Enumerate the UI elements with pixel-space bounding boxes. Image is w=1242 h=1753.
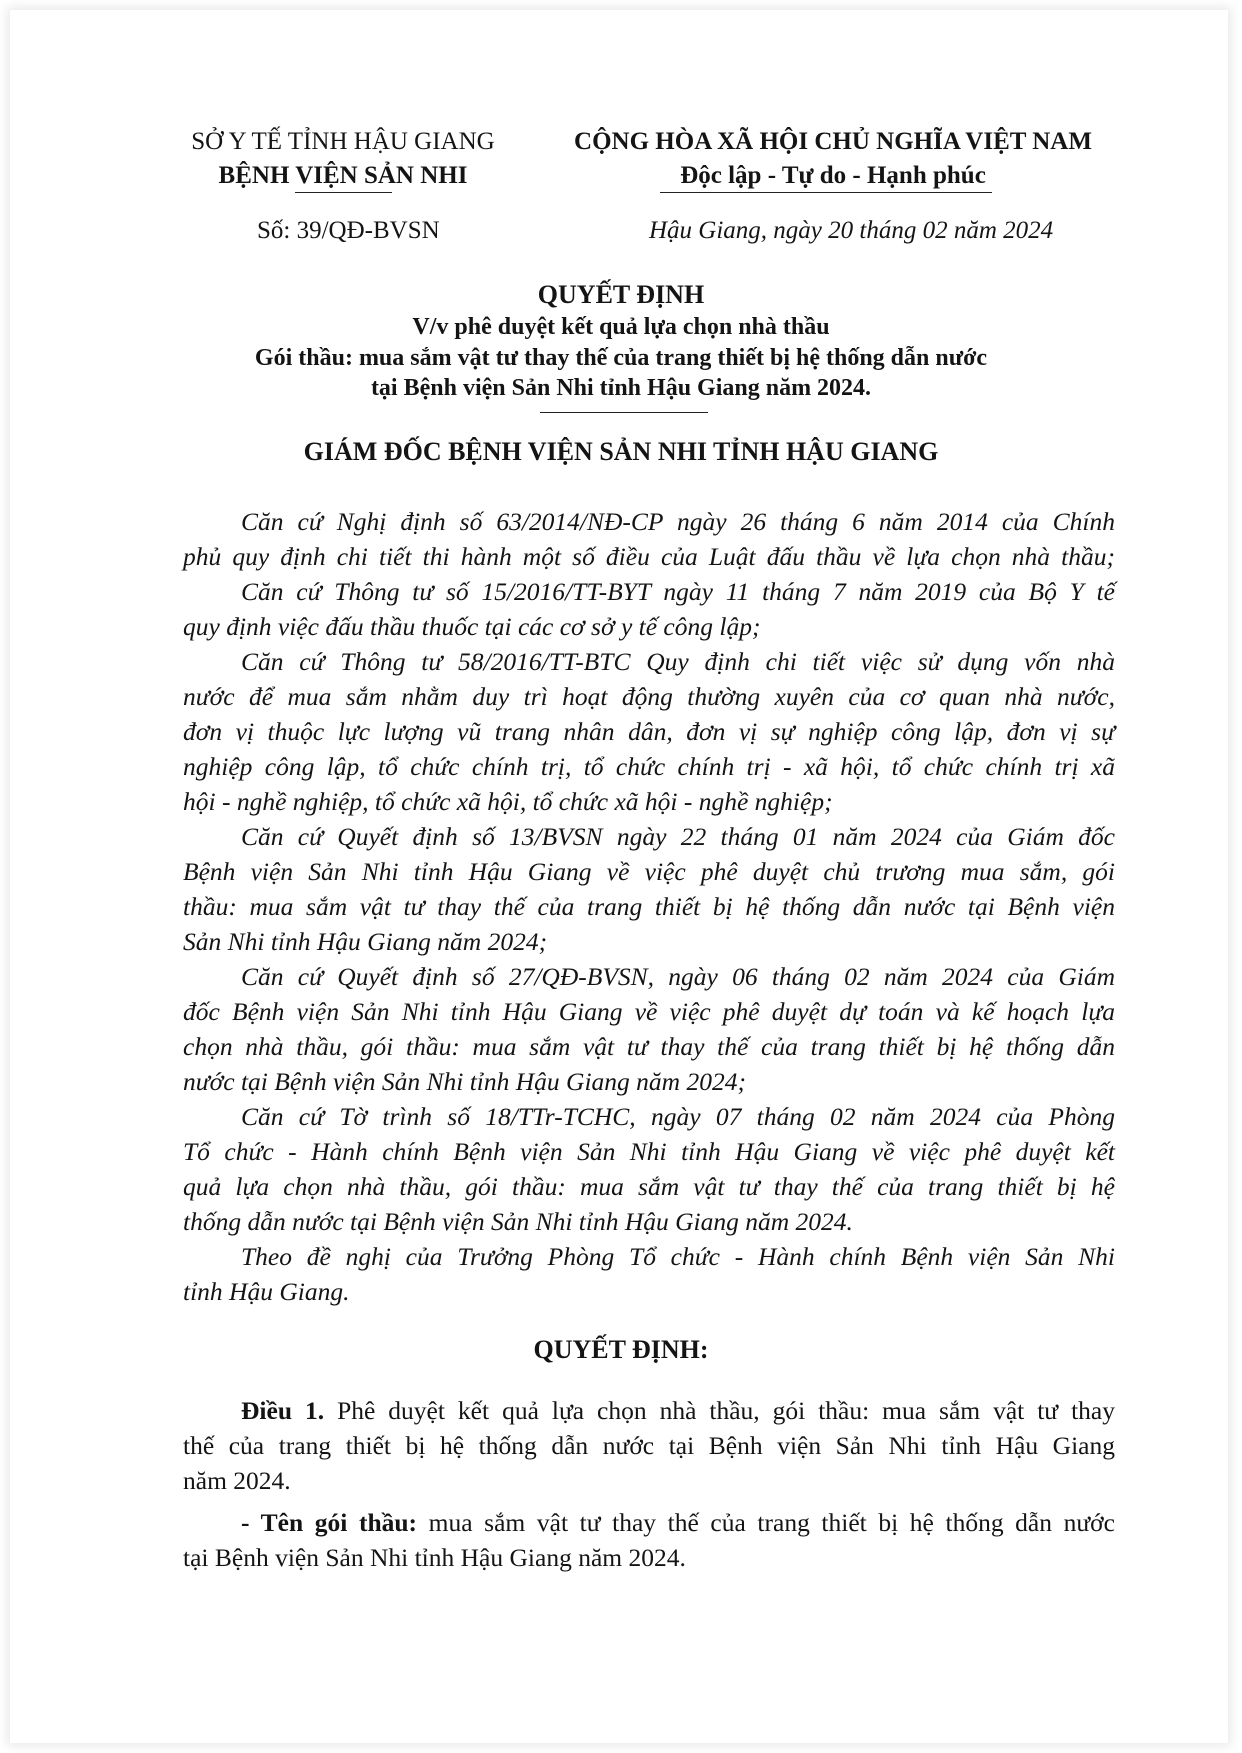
article-1-line: thế của trang thiết bị hệ thống dẫn nước tại Bệnh viện Sản Nhi tỉnh Hậu Giang — [183, 1431, 1115, 1460]
agency-underline — [295, 192, 392, 193]
preamble-line: thầu: mua sắm vật tư thay thế của trang thiết bị hệ thống dẫn nước tại Bệnh viện — [183, 892, 1115, 921]
preamble-line: Căn cứ Quyết định số 13/BVSN ngày 22 tháng 01 năm 2024 của Giám đốc — [241, 822, 1115, 851]
article-1-line: năm 2024. — [183, 1466, 291, 1495]
document-number: Số: 39/QĐ-BVSN — [257, 217, 440, 244]
preamble-line: Căn cứ Tờ trình số 18/TTr-TCHC, ngày 07 tháng 02 năm 2024 của Phòng — [241, 1102, 1115, 1131]
preamble-line: hội - nghề nghiệp, tổ chức xã hội, tổ chức xã hội - nghề nghiệp; — [183, 787, 833, 816]
package-name-label: - Tên gói thầu: — [241, 1508, 418, 1537]
preamble-line: thống dẫn nước tại Bệnh viện Sản Nhi tỉnh Hậu Giang năm 2024. — [183, 1207, 853, 1236]
preamble-line: chọn nhà thầu, gói thầu: mua sắm vật tư thay thế của trang thiết bị hệ thống dẫn — [183, 1032, 1115, 1061]
preamble-line: nước để mua sắm nhằm duy trì hoạt động thường xuyên của cơ quan nhà nước, — [183, 682, 1115, 711]
authority-heading: GIÁM ĐỐC BỆNH VIỆN SẢN NHI TỈNH HẬU GIANG — [303, 437, 939, 466]
preamble-line: Bệnh viện Sản Nhi tỉnh Hậu Giang về việc phê duyệt chủ trương mua sắm, gói — [183, 857, 1115, 886]
preamble-line: nước tại Bệnh viện Sản Nhi tỉnh Hậu Giang năm 2024; — [183, 1067, 746, 1096]
package-name-line: tại Bệnh viện Sản Nhi tỉnh Hậu Giang năm 2024. — [183, 1543, 686, 1572]
decision-heading: QUYẾT ĐỊNH: — [533, 1335, 709, 1364]
motto-underline — [660, 192, 992, 193]
document-title: QUYẾT ĐỊNH — [537, 280, 705, 309]
subject-line-3: tại Bệnh viện Sản Nhi tỉnh Hậu Giang năm 2024. — [370, 375, 872, 401]
country-name: CỘNG HÒA XÃ HỘI CHỦ NGHĨA VIỆT NAM — [574, 128, 1092, 155]
issuing-agency — [178, 125, 508, 193]
preamble-line: tỉnh Hậu Giang. — [183, 1277, 350, 1306]
place-date: Hậu Giang, ngày 20 tháng 02 năm 2024 — [649, 217, 1054, 244]
agency-name: BỆNH VIỆN SẢN NHI — [218, 162, 468, 189]
preamble-line: quy định việc đấu thầu thuốc tại các cơ sở y tế công lập; — [183, 612, 761, 641]
article-1-label: Điều 1. — [241, 1396, 325, 1425]
preamble-line: quả lựa chọn nhà thầu, gói thầu: mua sắm vật tư thay thế của trang thiết bị hệ — [183, 1172, 1115, 1201]
preamble-line: nghiệp công lập, tổ chức chính trị, tổ chức chính trị - xã hội, tổ chức chính trị xã — [183, 752, 1115, 781]
preamble-line: Căn cứ Thông tư số 15/2016/TT-BYT ngày 11 tháng 7 năm 2019 của Bộ Y tế — [241, 577, 1115, 606]
preamble-line: đơn vị thuộc lực lượng vũ trang nhân dân, đơn vị sự nghiệp công lập, đơn vị sự — [183, 717, 1115, 746]
preamble-line: phủ quy định chi tiết thi hành một số điều của Luật đấu thầu về lựa chọn nhà thầu; — [183, 542, 1115, 571]
article-1-line — [183, 1393, 1115, 1428]
preamble-line: Căn cứ Nghị định số 63/2014/NĐ-CP ngày 26 tháng 6 năm 2014 của Chính — [241, 507, 1115, 536]
package-name-text: mua sắm vật tư thay thế của trang thiết bị hệ thống dẫn nước — [417, 1508, 1115, 1537]
preamble-line: Căn cứ Thông tư 58/2016/TT-BTC Quy định chi tiết việc sử dụng vốn nhà — [241, 647, 1115, 676]
preamble-line: Tổ chức - Hành chính Bệnh viện Sản Nhi tỉnh Hậu Giang về việc phê duyệt kết — [183, 1137, 1115, 1166]
article-1-text: Phê duyệt kết quả lựa chọn nhà thầu, gói thầu: mua sắm vật tư thay — [324, 1396, 1116, 1425]
national-motto — [548, 125, 1118, 193]
parent-agency: SỞ Y TẾ TỈNH HẬU GIANG — [191, 128, 495, 155]
subject-line-2: Gói thầu: mua sắm vật tư thay thế của trang thiết bị hệ thống dẫn nước — [254, 345, 988, 371]
preamble-line: Sản Nhi tỉnh Hậu Giang năm 2024; — [183, 927, 548, 956]
preamble-line: Theo đề nghị của Trưởng Phòng Tổ chức - Hành chính Bệnh viện Sản Nhi — [241, 1242, 1115, 1271]
preamble-line: Căn cứ Quyết định số 27/QĐ-BVSN, ngày 06 tháng 02 năm 2024 của Giám — [241, 962, 1115, 991]
preamble-line: đốc Bệnh viện Sản Nhi tỉnh Hậu Giang về việc phê duyệt dự toán và kế hoạch lựa — [183, 997, 1115, 1026]
motto: Độc lập - Tự do - Hạnh phúc — [680, 162, 986, 189]
subject-line-1: V/v phê duyệt kết quả lựa chọn nhà thầu — [412, 314, 830, 340]
title-divider — [540, 412, 708, 413]
package-name-line — [183, 1505, 1115, 1540]
